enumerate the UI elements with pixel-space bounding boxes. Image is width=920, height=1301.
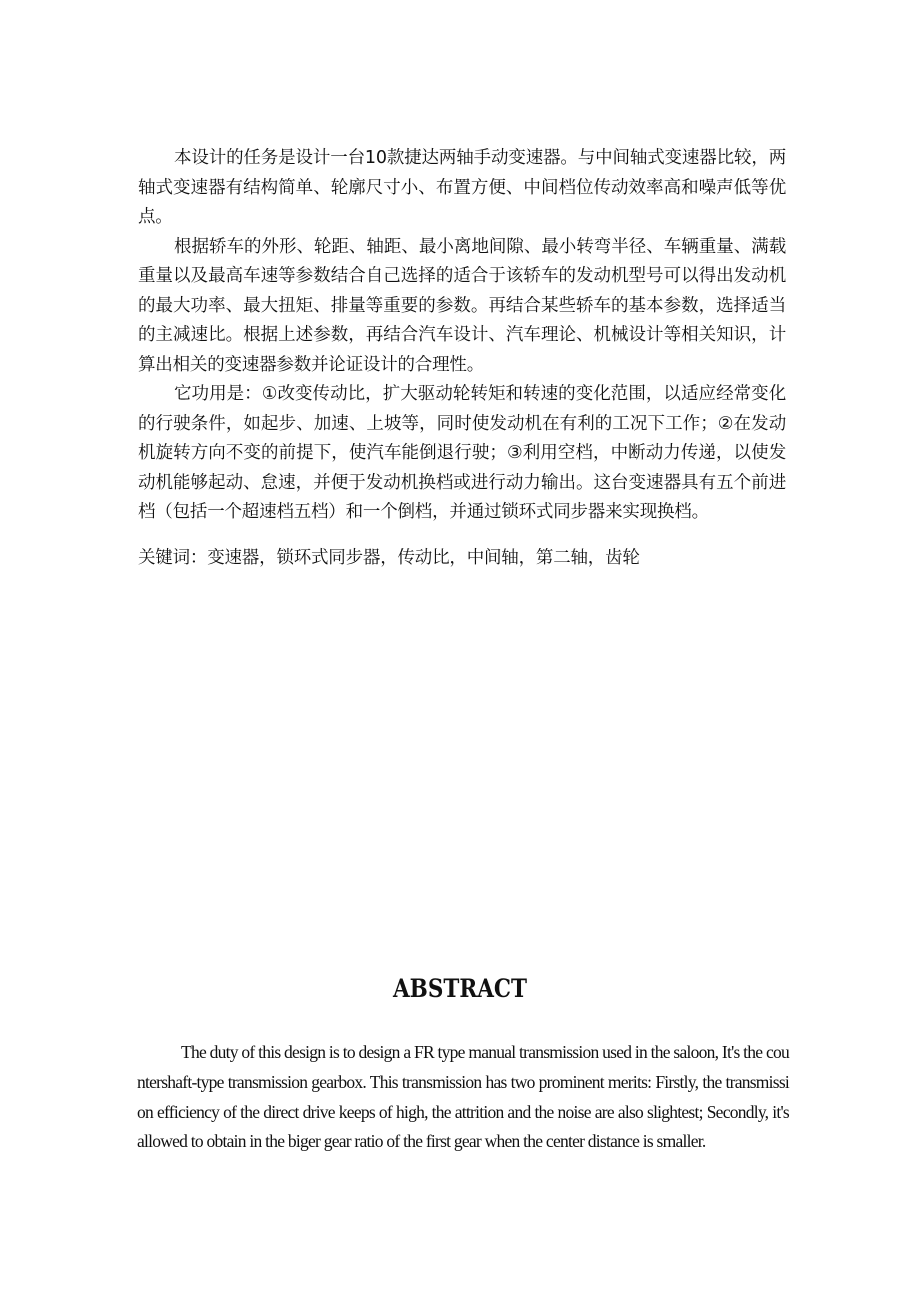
chinese-summary — [138, 144, 786, 528]
keywords-line: 关键词：变速器，锁环式同步器，传动比，中间轴，第二轴，齿轮 — [138, 548, 640, 568]
english-abstract — [137, 1038, 789, 1157]
summary-paragraph-3: 它功用是：①改变传动比，扩大驱动轮转矩和转速的变化范围，以适应经常变化的行驶条件，如起步、加速、上坡等，同时使发动机在有利的工况下工作；②在发动机旋转方向不变的前提下，使汽车能倒退行驶；③利用空档，中断动力传递，以使发动机能够起动、怠速，并便于发动机换档或进行动力输出。这台变速器具有五个前进档（包括一个超速档五档）和一个倒档，并通过锁环式同步器来实现换档。 — [138, 384, 786, 522]
summary-paragraph-2: 根据轿车的外形、轮距、轴距、最小离地间隙、最小转弯半径、车辆重量、满载重量以及最高车速等参数结合自己选择的适合于该轿车的发动机型号可以得出发动机的最大功率、最大扭矩、排量等重要的参数。再结合某些轿车的基本参数，选择适当的主减速比。根据上述参数，再结合汽车设计、汽车理论、机械设计等相关知识，计算出相关的变速器参数并论证设计的合理性。 — [138, 236, 786, 375]
abstract-paragraph: The duty of this design is to design a FR type manual transmission used in the saloon, It's the countershaft-type transmission gearbox. This transmission has two prominent merits: Firstly, the transmission efficiency of the direct drive keeps of high, the attrition and the noise are also slightest; Secondly, it's allowed to obtain in the biger gear ratio of the first gear when the center distance is smaller. — [137, 1042, 789, 1152]
abstract-title: ABSTRACT — [392, 974, 528, 1003]
summary-paragraph-1: 本设计的任务是设计一台10款捷达两轴手动变速器。与中间轴式变速器比较，两轴式变速器有结构简单、轮廓尺寸小、布置方便、中间档位传动效率高和噪声低等优点。 — [138, 148, 786, 227]
